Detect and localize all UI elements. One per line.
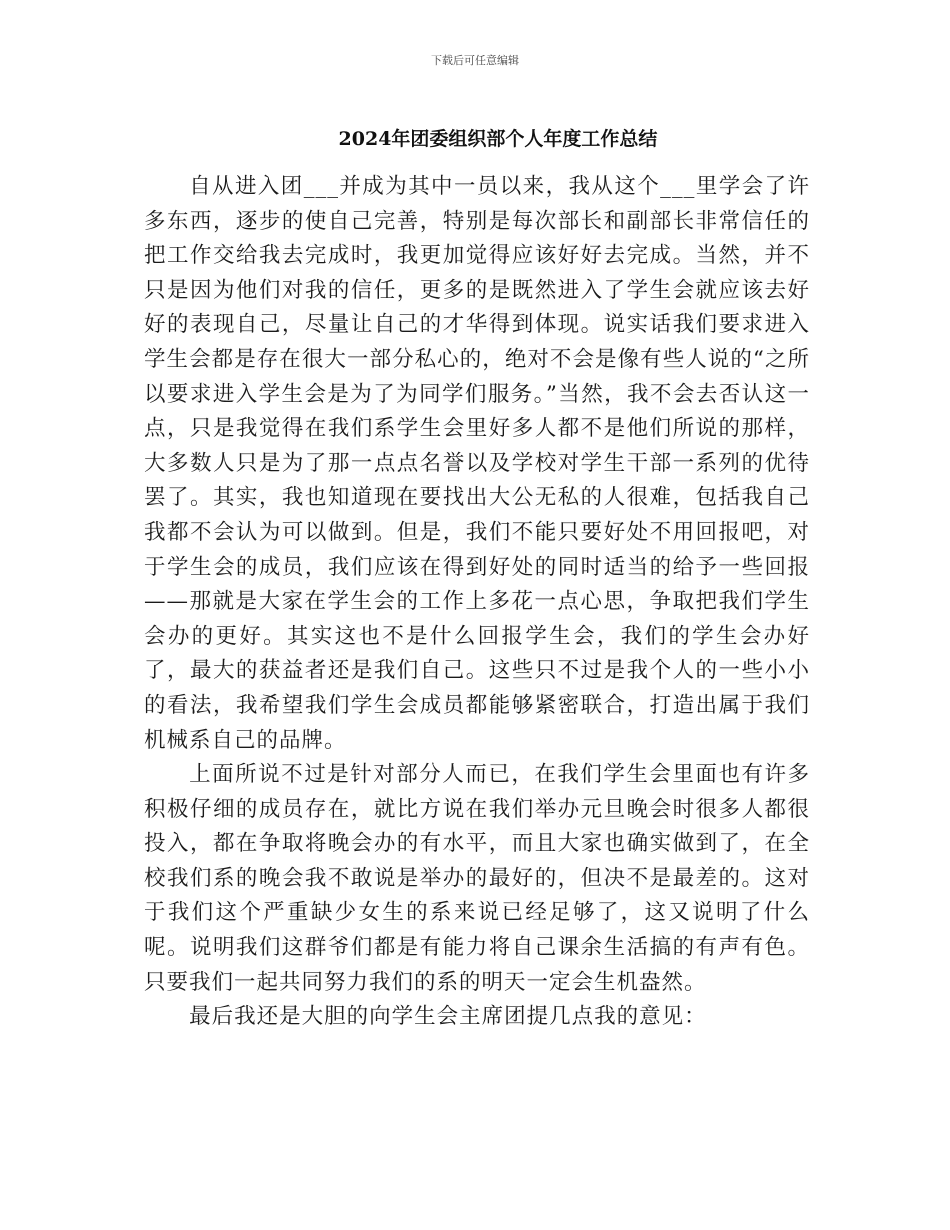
paragraph-1: 自从进入团___并成为其中一员以来，我从这个___里学会了许多东西，逐步的使自己完善，特别是每次部长和副部长非常信任的把工作交给我去完成时，我更加觉得应该好好去完成。当然，并不只是因为他们对我的信任，更多的是既然进入了学生会就应该去好好的表现自己，尽量让自己的才华得到体现。说实话我们要求进入学生会都是存在很大一部分私心的，绝对不会是像有些人说的“之所以要求进入学生会是为了为同学们服务。”当然，我不会去否认这一点，只是我觉得在我们系学生会里好多人都不是他们所说的那样，大多数人只是为了那一点点名誉以及学校对学生干部一系列的优待罢了。其实，我也知道现在要找出大公无私的人很难，包括我自己我都不会认为可以做到。但是，我们不能只要好处不用回报吧，对于学生会的成员，我们应该在得到好处的同时适当的给予一些回报——那就是大家在学生会的工作上多花一点心思，争取把我们学生会办的更好。其实这也不是什么回报学生会，我们的学生会办好了，最大的获益者还是我们自己。这些只不过是我个人的一些小小的看法，我希望我们学生会成员都能够紧密联合，打造出属于我们机械系自己的品牌。 (144, 174, 810, 753)
paragraph-3: 最后我还是大胆的向学生会主席团提几点我的意见： (189, 1004, 707, 1030)
document-body (144, 170, 810, 1035)
header-note: 下载后可任意编辑 (431, 54, 519, 67)
paragraph-2: 上面所说不过是针对部分人而已，在我们学生会里面也有许多积极仔细的成员存在，就比方说在我们举办元旦晚会时很多人都很投入，都在争取将晚会办的有水平，而且大家也确实做到了，在全校我们系的晚会我不敢说是举办的最好的，但决不是最差的。这对于我们这个严重缺少女生的系来说已经足够了，这又说明了什么呢。说明我们这群爷们都是有能力将自己课余生活搞的有声有色。只要我们一起共同努力我们的系的明天一定会生机盎然。 (144, 762, 810, 995)
document-title: 2024年团委组织部个人年度工作总结 (338, 128, 658, 150)
